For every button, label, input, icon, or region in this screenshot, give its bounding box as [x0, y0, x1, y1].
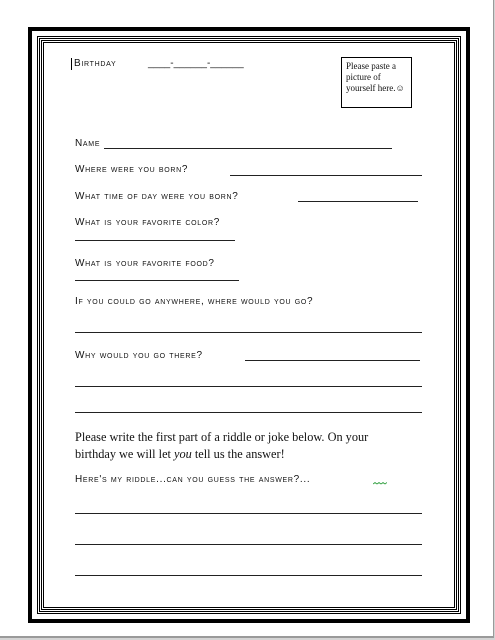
born-time-label: What time of day were you born? — [75, 191, 239, 202]
riddle-answer-line[interactable] — [75, 544, 422, 545]
riddle-instructions-text: tell us the answer! — [191, 447, 285, 461]
grammar-squiggle — [373, 482, 387, 485]
fav-food-label: What is your favorite food? — [75, 258, 215, 269]
born-time-answer-line[interactable] — [298, 201, 418, 202]
inner-border — [43, 42, 455, 608]
photo-box[interactable] — [341, 57, 412, 108]
riddle-prompt-text: Here's my riddle...can you guess the answer? — [75, 474, 300, 485]
why-there-answer-line[interactable] — [245, 360, 420, 361]
riddle-prompt — [75, 474, 310, 485]
born-where-answer-line[interactable] — [230, 175, 422, 176]
fav-color-answer-line[interactable] — [75, 240, 235, 241]
birthday-label: Birthday — [74, 58, 117, 69]
why-there-answer-line[interactable] — [75, 386, 422, 387]
birthday-date-blank[interactable]: ____-______-______ — [148, 58, 244, 69]
riddle-instructions-emphasis: you — [174, 447, 192, 461]
name-answer-line[interactable] — [104, 148, 392, 149]
fav-color-label: What is your favorite color? — [75, 217, 221, 228]
name-label: Name — [75, 138, 101, 149]
riddle-answer-line[interactable] — [75, 575, 422, 576]
riddle-instructions-text: birthday we will let — [75, 447, 175, 461]
go-anywhere-answer-line[interactable] — [75, 332, 422, 333]
riddle-prompt-tail: ... — [299, 474, 311, 485]
riddle-instructions-line1 — [75, 429, 368, 446]
why-there-label: Why would you go there? — [75, 350, 203, 361]
born-where-label: Where were you born? — [75, 164, 189, 175]
go-anywhere-label: If you could go anywhere, where would you go? — [75, 296, 314, 307]
riddle-instructions-line2 — [75, 446, 285, 463]
riddle-instructions-text: Please write the first part of a riddle or joke below. On your — [75, 430, 369, 444]
why-there-answer-line[interactable] — [75, 412, 422, 413]
fav-food-answer-line[interactable] — [75, 280, 239, 281]
photo-box-text: Please paste a picture of yourself here.☺ — [346, 61, 405, 93]
riddle-answer-line[interactable] — [75, 513, 422, 514]
text-cursor — [71, 58, 72, 70]
